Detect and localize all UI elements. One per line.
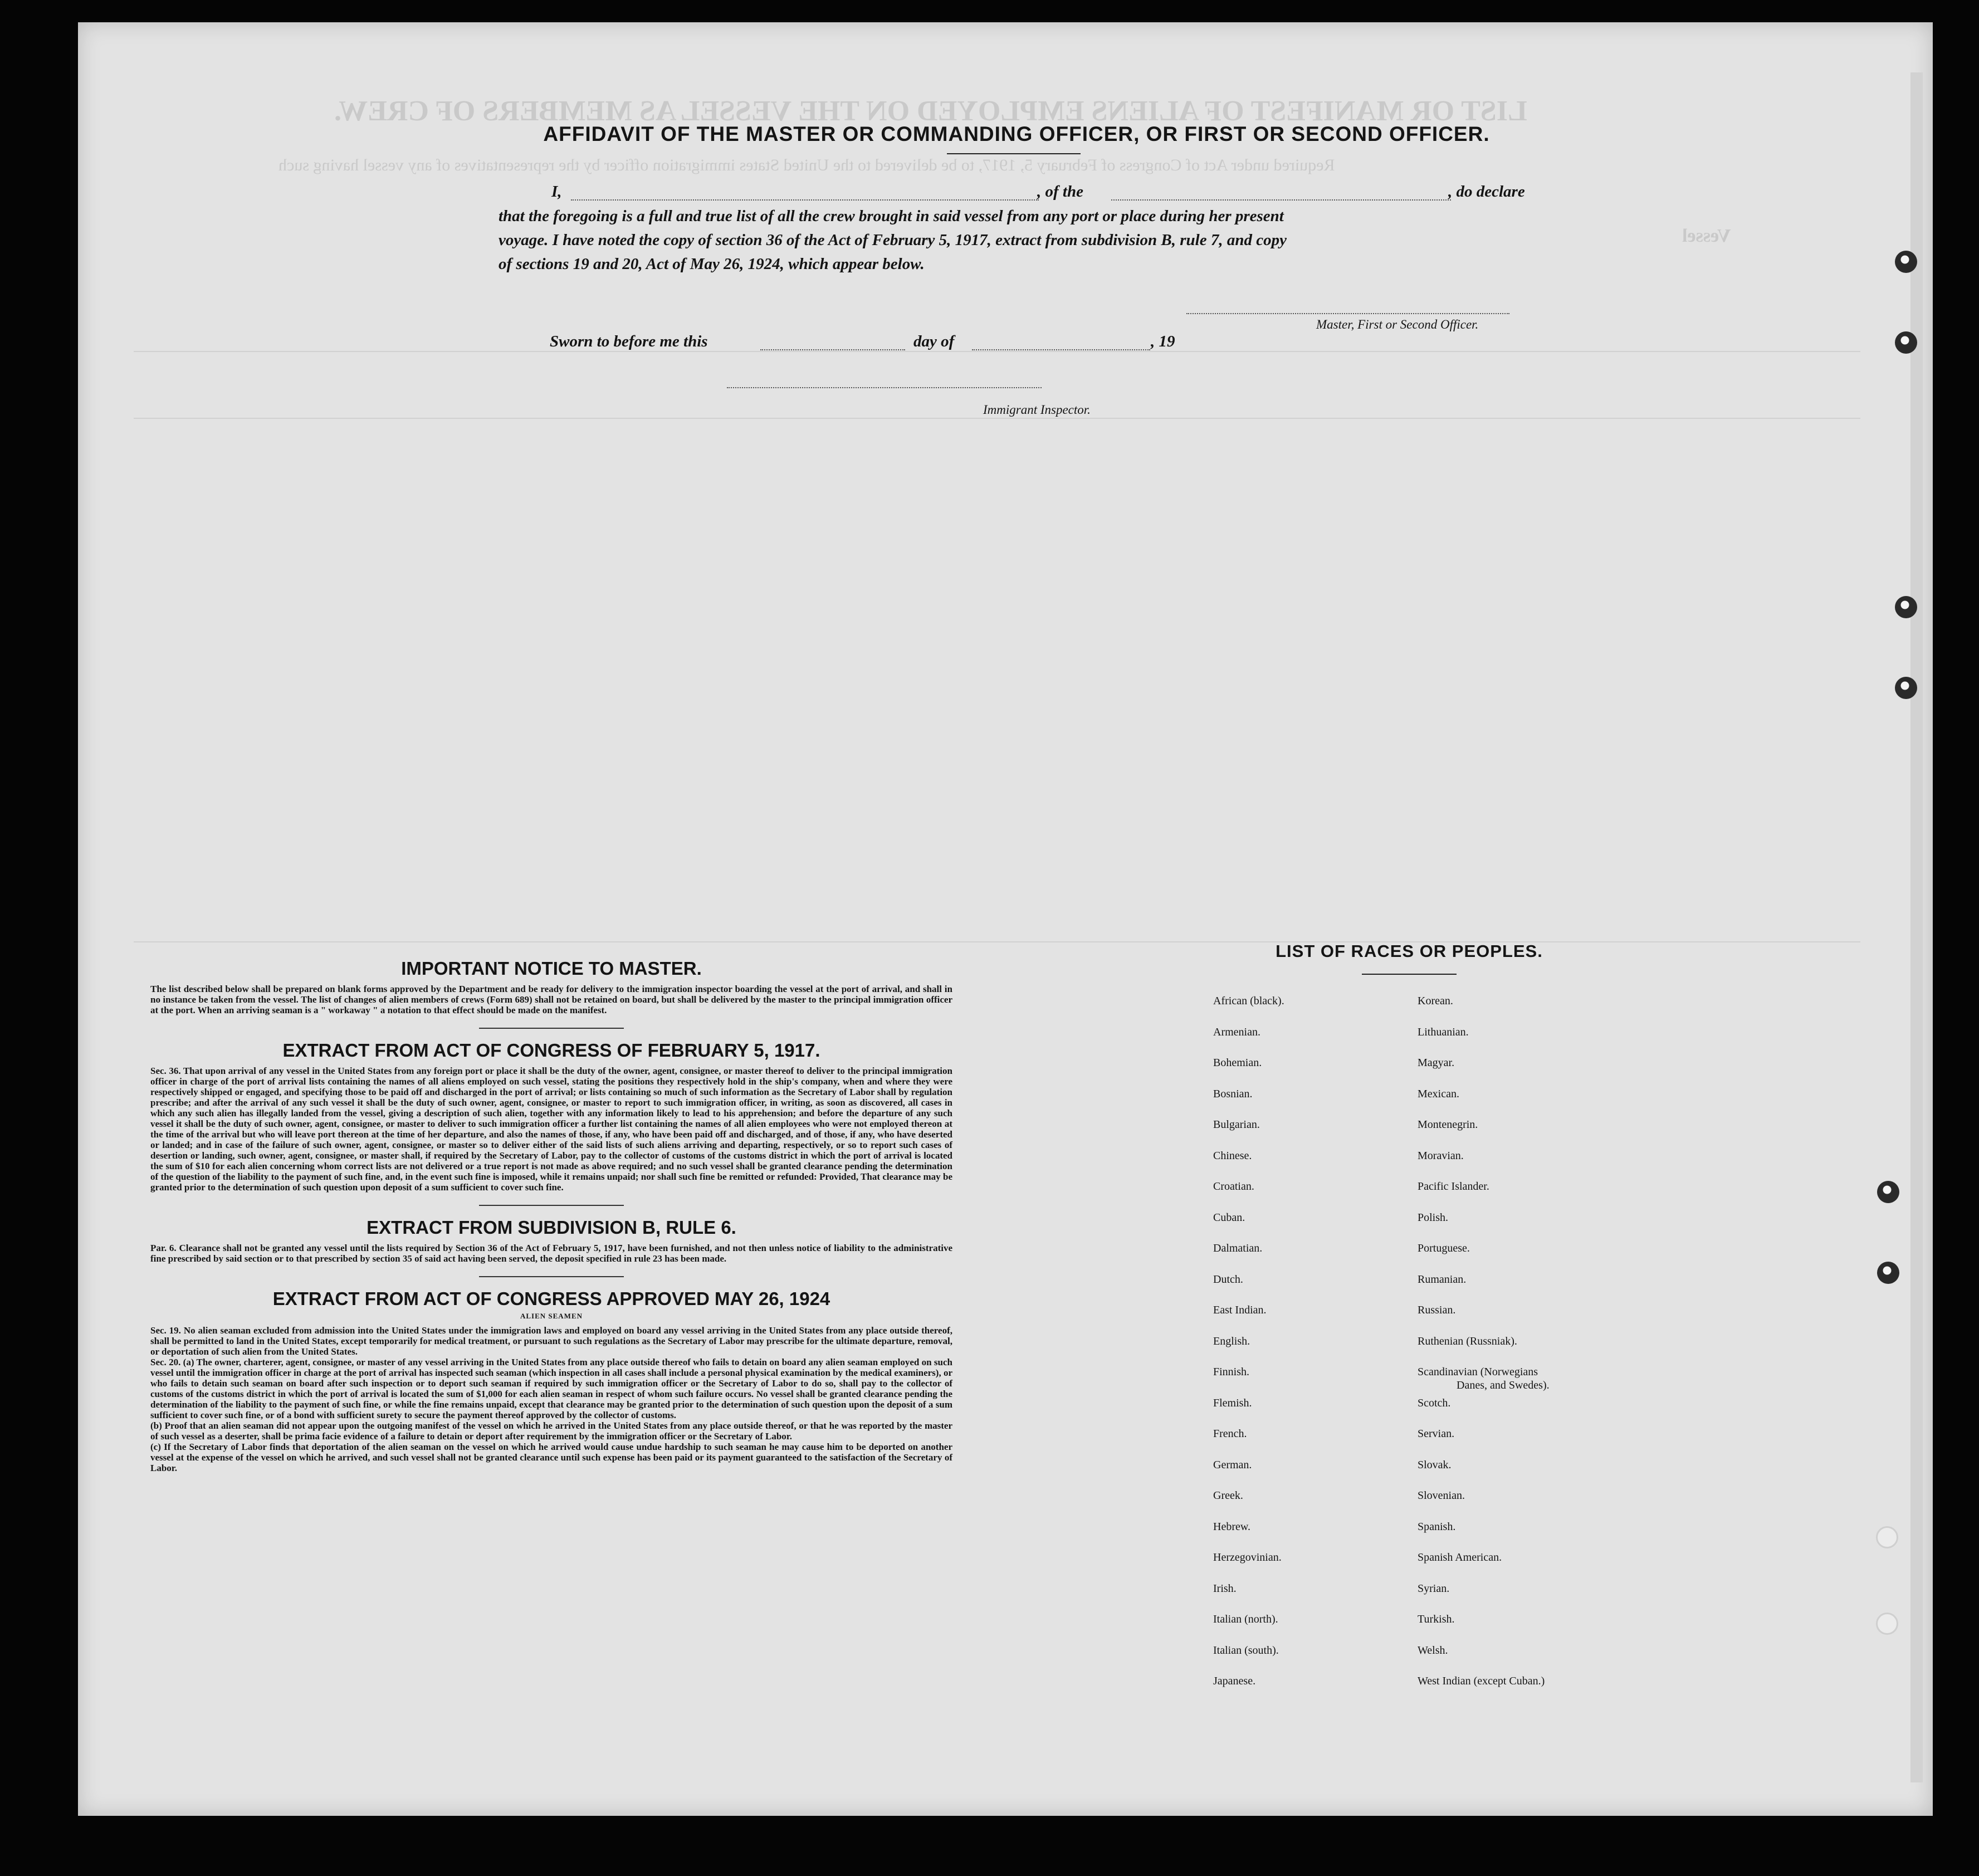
- race-item: Russian.: [1418, 1304, 1456, 1316]
- race-item: Italian (north).: [1213, 1613, 1278, 1625]
- race-item: African (black).: [1213, 995, 1284, 1007]
- race-item-continuation: Danes, and Swedes).: [1457, 1379, 1550, 1391]
- race-item: Armenian.: [1213, 1025, 1260, 1038]
- affidavit-line-1: that the foregoing is a full and true list of all the crew brought in said vessel from any port or place during her present: [499, 207, 1284, 225]
- race-item: Mexican.: [1418, 1087, 1459, 1100]
- race-item: West Indian (except Cuban.): [1418, 1675, 1545, 1687]
- extract-1917-text: Sec. 36. That upon arrival of any vessel in the United States from any foreign port or place it shall be the duty of the owner, agent, consignee, or master thereof to deliver to the principal immigration officer in charge of the port of arrival lists containing the names of all aliens employed on such vessel, stating the positions they respectively hold in the ship's company, when and where they were respectively shipped or engaged, and specifying those to be paid off and discharged in the port of arrival; or lists containing so much of such information as the Secretary of Labor shall by regulation prescribe; and after the arrival of any such vessel it shall be the duty of such owner, agent, consignee, or master to report to such immigration officer, in writing, as soon as discovered, all cases in which any such alien has illegally landed from the vessel, giving a description of such alien, together with any information likely to lead to his apprehension; and before the departure of any such vessel it shall be the duty of such owner, agent, consignee, or master to deliver to such immigration officer a further list containing the names of all alien employees who were not employed thereon at the time of the arrival but who will leave port thereon at the time of her departure, and also the names of those, if any, who have been paid off and discharged, and of those, if any, who have deserted or landed; and in case of the failure of such owner, agent, consignee, or master so to deliver either of the said lists of such aliens arriving and departing, respectively, or so to report such cases of desertion or landing, such owner, agent, consignee, or master shall, if required by the Secretary of Labor, pay to the collector of customs of the customs district in which the port of arrival is located the sum of $10 for each alien concerning whom correct lists are not delivered or a true report is not made as above required; and no such vessel shall be granted clearance pending the determination of the question of the liability to the payment of such fine, and, in the event such fine is imposed, while it remains unpaid; nor shall such fine be remitted or refunded: Provided, That clearance may be granted prior to the determination of such question upon deposit of a sum sufficient to cover such fine.: [150, 1066, 952, 1193]
- race-item: French.: [1213, 1428, 1247, 1440]
- race-item: Japanese.: [1213, 1675, 1256, 1687]
- sworn-year: , 19: [1151, 333, 1175, 350]
- section-divider: [479, 1205, 624, 1206]
- section-divider: [479, 1028, 624, 1029]
- race-item: Turkish.: [1418, 1613, 1455, 1625]
- race-item: Herzegovinian.: [1213, 1551, 1282, 1564]
- race-item: Flemish.: [1213, 1396, 1252, 1409]
- race-item: Spanish American.: [1418, 1551, 1502, 1564]
- sworn-statement: Sworn to before me this: [550, 333, 708, 350]
- race-item: Montenegrin.: [1418, 1118, 1478, 1131]
- sworn-day-line[interactable]: [760, 349, 905, 350]
- affidavit-title: AFFIDAVIT OF THE MASTER OR COMMANDING OFFICER, OR FIRST OR SECOND OFFICER.: [543, 123, 1490, 145]
- race-item: Slovak.: [1418, 1458, 1452, 1471]
- master-signature-line[interactable]: [1186, 313, 1509, 314]
- bleed-through-vessel: Vessel: [1682, 226, 1731, 246]
- extract-1924-subtitle: ALIEN SEAMEN: [520, 1312, 583, 1320]
- race-item: Lithuanian.: [1418, 1025, 1469, 1038]
- notice-title: IMPORTANT NOTICE TO MASTER.: [401, 958, 702, 979]
- race-item: Pacific Islander.: [1418, 1180, 1489, 1193]
- race-item: Polish.: [1418, 1211, 1449, 1224]
- race-item: German.: [1213, 1458, 1252, 1471]
- extract-1924-sec20c: (c) If the Secretary of Labor finds that deportation of the alien seaman on the vessel on which he arrived would cause undue hardship to such seaman he may cause him to be deported on another vessel at the expense of the vessel on which he arrived, and such vessel shall not be granted clearance until such expense has been paid or its payment guaranteed to the satisfaction of the Secretary of Labor.: [150, 1442, 952, 1473]
- race-item: Bulgarian.: [1213, 1118, 1260, 1131]
- races-title-rule: [1362, 974, 1457, 975]
- race-item: Italian (south).: [1213, 1644, 1279, 1657]
- inspector-signature-label: Immigrant Inspector.: [983, 403, 1091, 417]
- race-item: Chinese.: [1213, 1149, 1252, 1162]
- race-item: Croatian.: [1213, 1180, 1254, 1193]
- extract-1924-sec20a: Sec. 20. (a) The owner, charterer, agent, consignee, or master of any vessel arriving in the United States from any place outside thereof who fails to detain on board any alien seaman employed on such vessel until the immigration officer in charge at the port of arrival has inspected such seaman (which inspection in all cases shall include a personal physical examination by the medical examiners), or who fails to detain such seaman on board after such inspection or to deport such seaman if required by such immigration officer or the Secretary of Labor to do so, shall pay to the collector of customs of the customs district in which the port of arrival is located the sum of $1,000 for each alien seaman in respect of whom such failure occurs. No vessel shall be granted clearance pending the determination of the liability to the payment of such fine, or while the fine remains unpaid, except that clearance may be granted prior to the determination of such question upon the deposit of a sum sufficient to cover such fine, or of a bond with sufficient surety to secure the payment thereof approved by the collector of customs.: [150, 1357, 952, 1420]
- extract-rule6-title: EXTRACT FROM SUBDIVISION B, RULE 6.: [367, 1217, 736, 1238]
- extract-1924-title: EXTRACT FROM ACT OF CONGRESS APPROVED MAY 26, 1924: [272, 1288, 830, 1309]
- race-item: Dalmatian.: [1213, 1242, 1263, 1254]
- bleed-through-rule: [134, 418, 1860, 419]
- race-item: Magyar.: [1418, 1057, 1455, 1069]
- race-item-line: Scandinavian (Norwegians: [1418, 1366, 1538, 1378]
- sworn-month-line[interactable]: [972, 349, 1150, 350]
- binder-hole: [1895, 596, 1917, 618]
- race-item: Moravian.: [1418, 1149, 1464, 1162]
- race-item: Slovenian.: [1418, 1489, 1465, 1502]
- notices-column: [134, 958, 969, 1473]
- vessel-name-line[interactable]: [1111, 199, 1451, 201]
- affidavit-pronoun: I,: [551, 183, 562, 201]
- race-item: Syrian.: [1418, 1582, 1450, 1595]
- bleed-through-title: LIST OR MANIFEST OF ALIENS EMPLOYED ON THE VESSEL AS MEMBERS OF CREW.: [334, 95, 1527, 127]
- binder-hole: [1877, 1262, 1899, 1284]
- affidavit-line-3: of sections 19 and 20, Act of May 26, 1924, which appear below.: [499, 255, 925, 273]
- affidavit-line-2: voyage. I have noted the copy of section 36 of the Act of February 5, 1917, extract from subdivision B, rule 7, and copy: [499, 231, 1287, 249]
- race-item: Bohemian.: [1213, 1057, 1262, 1069]
- inspector-signature-line[interactable]: [727, 387, 1042, 388]
- page-edge: [1910, 72, 1923, 1782]
- race-item: Bosnian.: [1213, 1087, 1253, 1100]
- races-title: LIST OF RACES OR PEOPLES.: [1276, 941, 1543, 961]
- extract-1917-title: EXTRACT FROM ACT OF CONGRESS OF FEBRUARY 5, 1917.: [282, 1040, 820, 1061]
- race-item: Spanish.: [1418, 1520, 1456, 1533]
- race-item: Irish.: [1213, 1582, 1237, 1595]
- race-item: Korean.: [1418, 995, 1453, 1007]
- race-item: Greek.: [1213, 1489, 1243, 1502]
- race-item: Cuban.: [1213, 1211, 1245, 1224]
- binder-hole: [1895, 251, 1917, 273]
- binder-hole: [1877, 1181, 1899, 1203]
- race-item: Dutch.: [1213, 1273, 1243, 1286]
- race-item: Servian.: [1418, 1428, 1455, 1440]
- race-item: [1418, 1365, 1550, 1396]
- affidavit-do-declare: , do declare: [1448, 183, 1525, 201]
- race-item: Scotch.: [1418, 1396, 1451, 1409]
- race-item: Portuguese.: [1418, 1242, 1470, 1254]
- master-name-line[interactable]: [571, 199, 1039, 201]
- extract-rule6-text: Par. 6. Clearance shall not be granted any vessel until the lists required by Section 36 of the Act of February 5, 1917, have been furnished, and not then unless notice of liability to the administrative fine prescribed by said section or to that prescribed by section 35 of said act having been served, the deposit specified in rule 23 has been made.: [150, 1243, 952, 1264]
- binder-hole: [1876, 1613, 1898, 1635]
- race-item: Welsh.: [1418, 1644, 1448, 1657]
- extract-1924-sec19: Sec. 19. No alien seaman excluded from admission into the United States under the immigration laws and employed on board any vessel arriving in the United States from any place outside thereof, shall be permitted to land in the United States, except temporarily for medical treatment, or pursuant to such regulations as the Secretary of Labor may prescribe for the ultimate departure, removal, or deportation of such alien from the United States.: [150, 1325, 952, 1357]
- race-item: Finnish.: [1213, 1366, 1250, 1378]
- binder-hole: [1876, 1526, 1898, 1548]
- extract-1924-sec20b: (b) Proof that an alien seaman did not appear upon the outgoing manifest of the vessel on which he arrived in the United States from any place outside thereof, or that he was reported by the master of such vessel as a deserter, shall be prima facie evidence of a failure to detain or deport after requirement by the immigration officer or the Secretary of Labor.: [150, 1420, 952, 1442]
- notice-text: The list described below shall be prepared on blank forms approved by the Department and be ready for delivery to the immigration inspector boarding the vessel at the port of arrival, and shall in no instance be taken from the vessel. The list of changes of alien members of crews (Form 689) shall not be retained on board, but shall be delivered by the master to the principal immigration officer at the port. When an arriving seaman is a " workaway " a notation to that effect should be made on the manifest.: [150, 984, 952, 1015]
- bleed-through-rule: [134, 941, 1860, 942]
- races-list-left: [1213, 994, 1284, 1706]
- bleed-through-rule: [134, 351, 1860, 352]
- affidavit-of-the: , of the: [1037, 183, 1083, 201]
- sworn-day-of: day of: [913, 333, 955, 350]
- document-page: [78, 22, 1933, 1816]
- races-list-right: [1418, 994, 1550, 1706]
- race-item: Rumanian.: [1418, 1273, 1467, 1286]
- race-item: Ruthenian (Russniak).: [1418, 1335, 1517, 1347]
- master-signature-label: Master, First or Second Officer.: [1316, 317, 1479, 331]
- race-item: English.: [1213, 1335, 1250, 1347]
- binder-hole: [1895, 331, 1917, 354]
- bleed-through-subtitle: Required under Act of Congress of February 5, 1917, to be delivered to the United States immigration officer by the representatives of any vessel having such: [278, 156, 1335, 174]
- race-item: Hebrew.: [1213, 1520, 1251, 1533]
- section-divider: [479, 1276, 624, 1277]
- affidavit-title-rule: [947, 153, 1081, 154]
- race-item: East Indian.: [1213, 1304, 1267, 1316]
- binder-hole: [1895, 677, 1917, 699]
